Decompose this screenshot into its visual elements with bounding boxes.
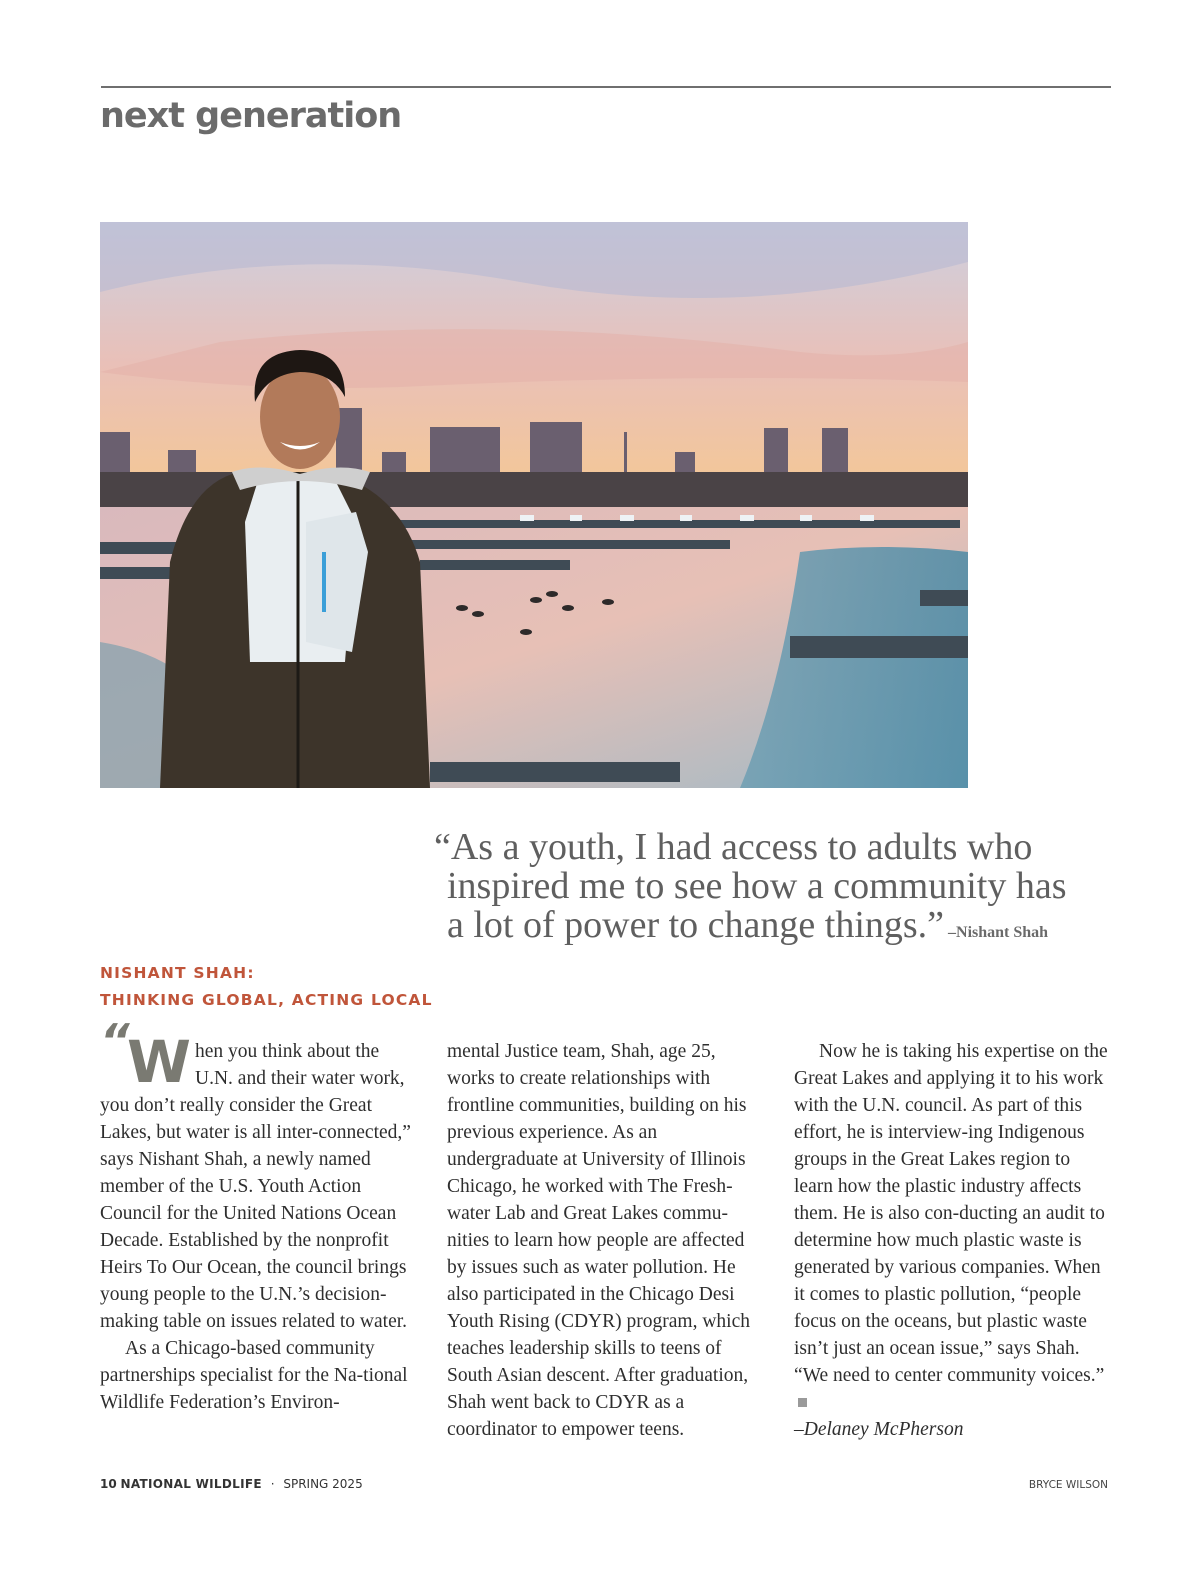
- article-column-1: [100, 1014, 418, 1416]
- section-title: next generation: [100, 96, 402, 136]
- headline-line-1: NISHANT SHAH:: [100, 964, 255, 982]
- magazine-name: NATIONAL WILDLIFE: [120, 1477, 262, 1491]
- footer-folio: [100, 1477, 363, 1491]
- pull-quote-line: “As a youth, I had access to adults who: [434, 826, 1033, 868]
- paragraph: hen you think about the U.N. and their water work, you don’t really consider the Great Lakes, but water is all inter-connected,” says Nishant Shah, a newly named member of the U.S. Youth Action Council for the United Nations Ocean Decade. Established by the nonprofit Heirs To Our Ocean, the council brings young people to the U.N.’s decision-making table on issues related to water.: [100, 1041, 411, 1332]
- issue-date: SPRING 2025: [283, 1477, 363, 1491]
- top-rule: [101, 86, 1111, 88]
- paragraph: mental Justice team, Shah, age 25, works to create relationships with frontline communities, building on his previous experience. As an undergraduate at University of Illinois Chicago, he worked with The Fresh-water Lab and Great Lakes commu-nities to learn how people are affected by issues such as water pollution. He also participated in the Chicago Desi Youth Rising (CDYR) program, which teaches leadership skills to teens of South Asian descent. After graduation, Shah went back to CDYR as a coordinator to empower teens.: [447, 1041, 750, 1440]
- drop-cap-quote-mark: “: [100, 1014, 130, 1068]
- byline: –Delaney McPherson: [794, 1419, 964, 1440]
- page-number: 10: [100, 1477, 117, 1491]
- pull-quote-line: a lot of power to change things.”: [447, 904, 945, 946]
- article-headline: [100, 960, 433, 1014]
- drop-cap-letter: W: [127, 1028, 191, 1096]
- headline-line-2: THINKING GLOBAL, ACTING LOCAL: [100, 991, 433, 1009]
- pull-quote-line: inspired me to see how a community has: [447, 865, 1067, 907]
- folio-separator: ·: [270, 1477, 275, 1491]
- pull-quote-attribution: –Nishant Shah: [948, 924, 1049, 941]
- paragraph: As a Chicago-based community partnerships specialist for the Na-tional Wildlife Federation’s Environ-: [100, 1338, 408, 1413]
- feature-photo: [100, 222, 968, 788]
- photo-credit: BRYCE WILSON: [1028, 1479, 1108, 1491]
- article-column-2: [447, 1038, 765, 1443]
- paragraph: Now he is taking his expertise on the Great Lakes and applying it to his work with the U.N. council. As part of this effort, he is interview-ing Indigenous groups in the Great Lakes region to learn how the plastic industry affects them. He is also con-ducting an audit to determine how much plastic waste is generated by various companies. When it comes to plastic pollution, “people focus on the oceans, but plastic waste isn’t just an ocean issue,” says Shah. “We need to center community voices.”: [794, 1041, 1108, 1386]
- drop-cap: [100, 1014, 195, 1096]
- pull-quote: [434, 828, 1114, 952]
- end-mark-icon: [798, 1398, 807, 1407]
- article-column-3: [794, 1038, 1112, 1443]
